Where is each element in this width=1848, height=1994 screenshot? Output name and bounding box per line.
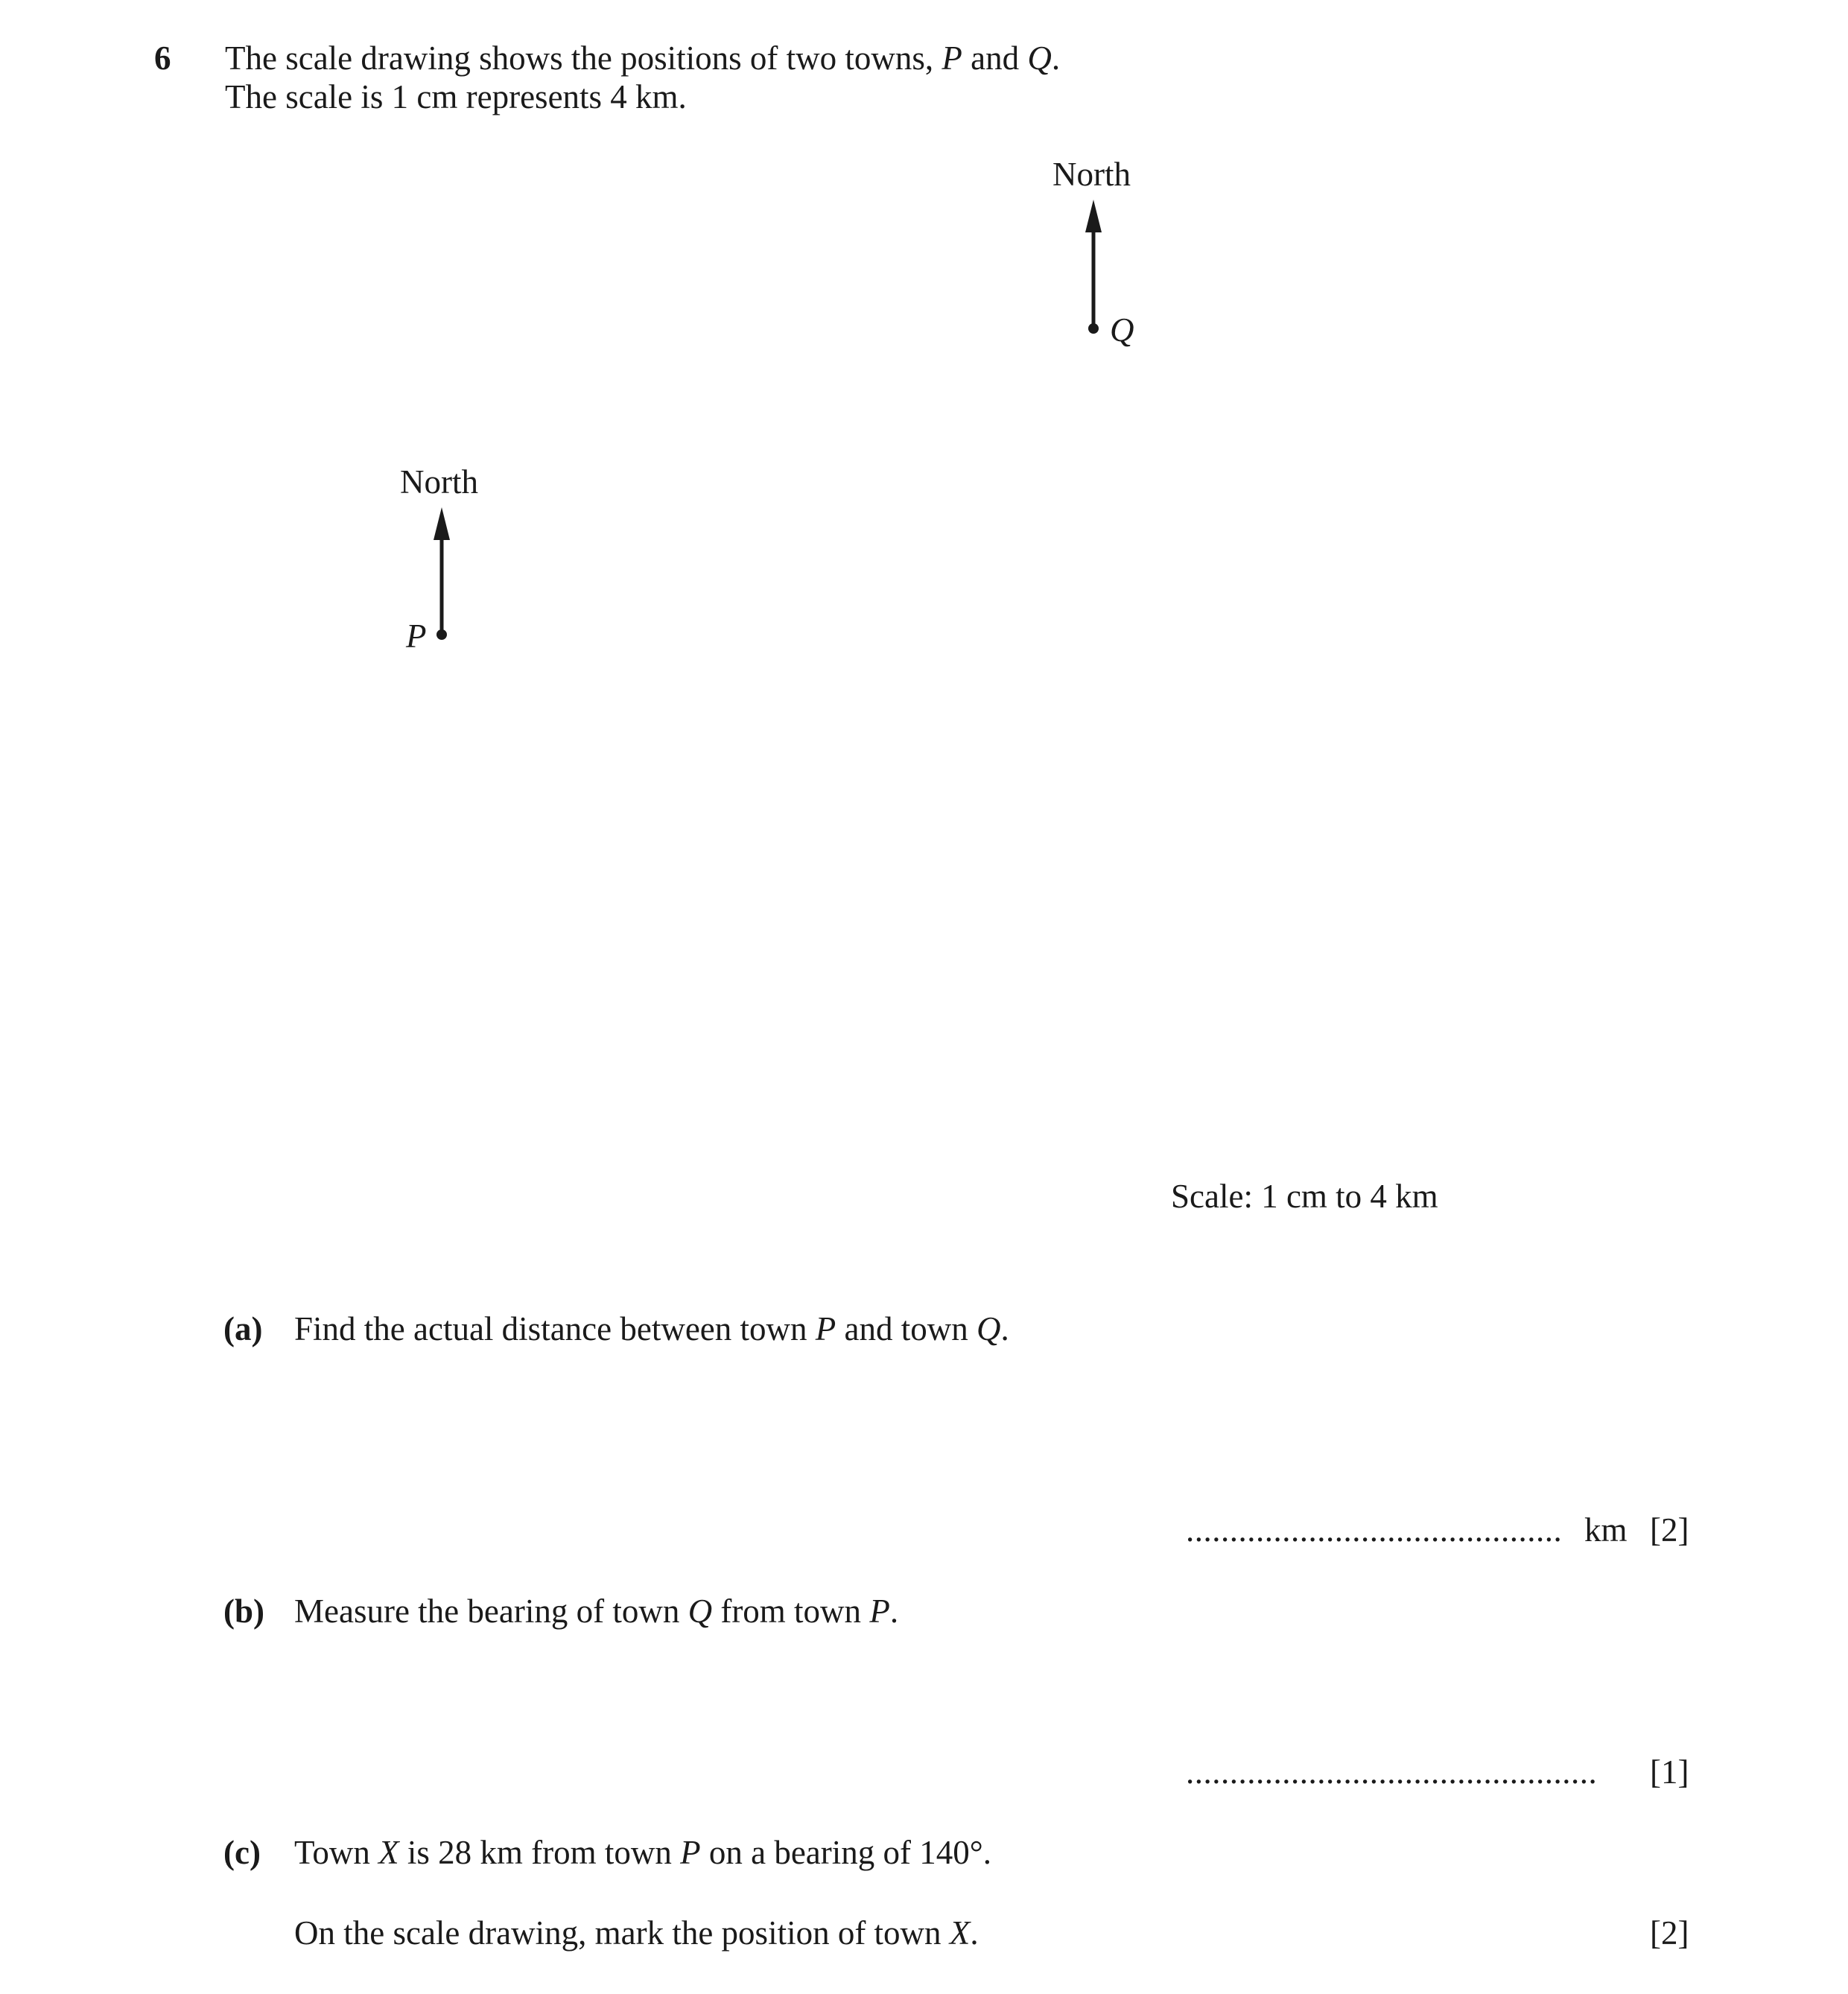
town-p-point (436, 629, 447, 640)
part-a-unit: km (1584, 1511, 1628, 1549)
north-label-q: North (1052, 156, 1131, 193)
question-intro-line2: The scale is 1 cm represents 4 km. (225, 78, 687, 115)
town-p-ref: P (815, 1310, 836, 1347)
town-x-ref: X (949, 1914, 971, 1952)
part-b-marks: [1] (1650, 1753, 1689, 1791)
town-x-ref: X (378, 1834, 399, 1871)
part-c-text: Town (294, 1834, 379, 1871)
part-b-text: Measure the bearing of town (294, 1593, 688, 1630)
intro-text-mid: and (962, 39, 1028, 77)
part-c-instruction-end: . (970, 1914, 979, 1952)
part-a-text-mid: and town (836, 1310, 977, 1347)
town-q-point (1088, 323, 1099, 334)
part-c-line2 (294, 1914, 979, 1952)
part-a-text-end: . (1000, 1310, 1009, 1347)
town-p-ref: P (680, 1834, 701, 1871)
town-p-ref: P (942, 39, 962, 77)
question-number: 6 (154, 39, 171, 77)
part-b-label: (b) (223, 1593, 264, 1630)
part-b-text-mid: from town (712, 1593, 870, 1630)
north-label-p: North (400, 463, 478, 501)
part-c-line1 (294, 1836, 991, 1870)
town-p-ref: P (869, 1593, 890, 1630)
north-arrow-q (1085, 200, 1102, 328)
town-q-ref: Q (1027, 39, 1052, 77)
part-c-label: (c) (223, 1834, 261, 1871)
town-q-ref: Q (688, 1593, 713, 1630)
town-q-label (1110, 311, 1134, 349)
scale-note: Scale: 1 cm to 4 km (1171, 1178, 1438, 1215)
part-c-text-end: on a bearing of 140°. (700, 1834, 991, 1871)
part-a-question (294, 1312, 1009, 1346)
part-a-marks: [2] (1650, 1511, 1689, 1549)
town-p-letter: P (406, 617, 427, 655)
part-b-text-end: . (889, 1593, 899, 1630)
north-arrow-p (434, 507, 450, 635)
part-c-instruction: On the scale drawing, mark the position of town (294, 1914, 950, 1952)
town-q-letter: Q (1110, 311, 1134, 349)
part-b-answer-line[interactable]: ............................................... (1186, 1753, 1598, 1791)
intro-text: The scale drawing shows the positions of two towns, (225, 39, 942, 77)
part-a-answer-line[interactable]: ........................................... (1186, 1511, 1563, 1549)
town-p-label (406, 617, 427, 655)
part-a-label: (a) (223, 1310, 263, 1347)
intro-text-end: . (1051, 39, 1061, 77)
part-c-text-mid: is 28 km from town (399, 1834, 681, 1871)
part-c-marks: [2] (1650, 1914, 1689, 1952)
part-a-text: Find the actual distance between town (294, 1310, 816, 1347)
town-q-ref: Q (977, 1310, 1001, 1347)
part-b-question (294, 1595, 898, 1628)
